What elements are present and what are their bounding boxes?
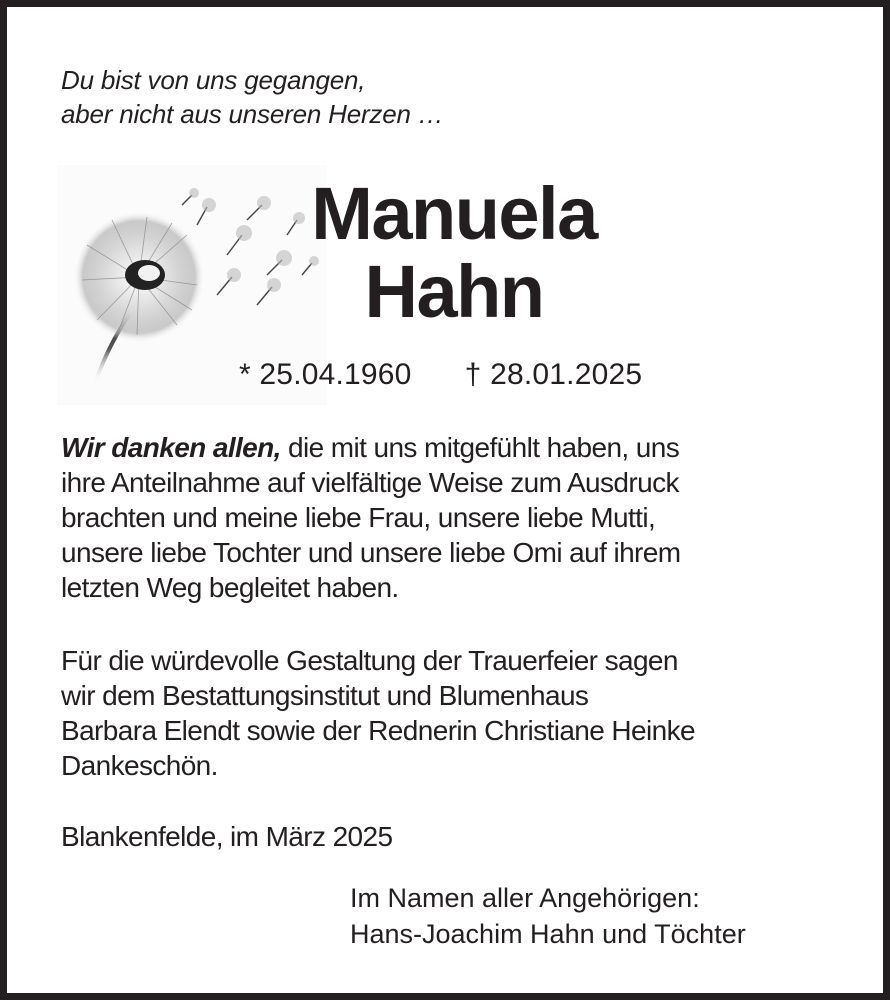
motto-line: aber nicht aus unseren Herzen … — [61, 99, 444, 129]
birth-date: 25.04.1960 — [259, 358, 412, 391]
last-name: Hahn — [364, 250, 544, 333]
thanks-lead: Wir danken allen, — [61, 432, 281, 463]
thanks-line: unsere liebe Tochter und unsere liebe Omi auf ihrem — [61, 537, 681, 568]
death-date: 28.01.2025 — [490, 358, 643, 391]
gratitude-line: Barbara Elendt sowie der Rednerin Christiane Heinke — [61, 715, 695, 746]
signature — [350, 880, 746, 952]
signature-line: Im Namen aller Angehörigen: — [350, 883, 700, 913]
first-name: Manuela — [311, 172, 597, 255]
gratitude-line: Für die würdevolle Gestaltung der Trauerfeier sagen — [61, 645, 678, 676]
thanks-line: die mit uns mitgefühlt haben, uns — [280, 432, 680, 463]
signature-line: Hans-Joachim Hahn und Töchter — [350, 919, 746, 949]
death-symbol: † — [464, 358, 482, 391]
motto — [61, 63, 444, 131]
thanks-line: letzten Weg begleitet haben. — [61, 572, 399, 603]
thanks-line: ihre Anteilnahme auf vielfältige Weise zum Ausdruck — [61, 467, 679, 498]
gratitude-paragraph — [61, 643, 695, 783]
life-dates — [239, 357, 642, 393]
thanks-paragraph — [61, 430, 851, 605]
birth-symbol: * — [239, 358, 251, 391]
thanks-line: brachten und meine liebe Frau, unsere liebe Mutti, — [61, 502, 656, 533]
gratitude-line: Dankeschön. — [61, 750, 218, 781]
deceased-name — [269, 172, 639, 333]
gratitude-line: wir dem Bestattungsinstitut und Blumenhaus — [61, 680, 589, 711]
motto-line: Du bist von uns gegangen, — [61, 65, 366, 95]
place-date: Blankenfelde, im März 2025 — [61, 821, 393, 852]
